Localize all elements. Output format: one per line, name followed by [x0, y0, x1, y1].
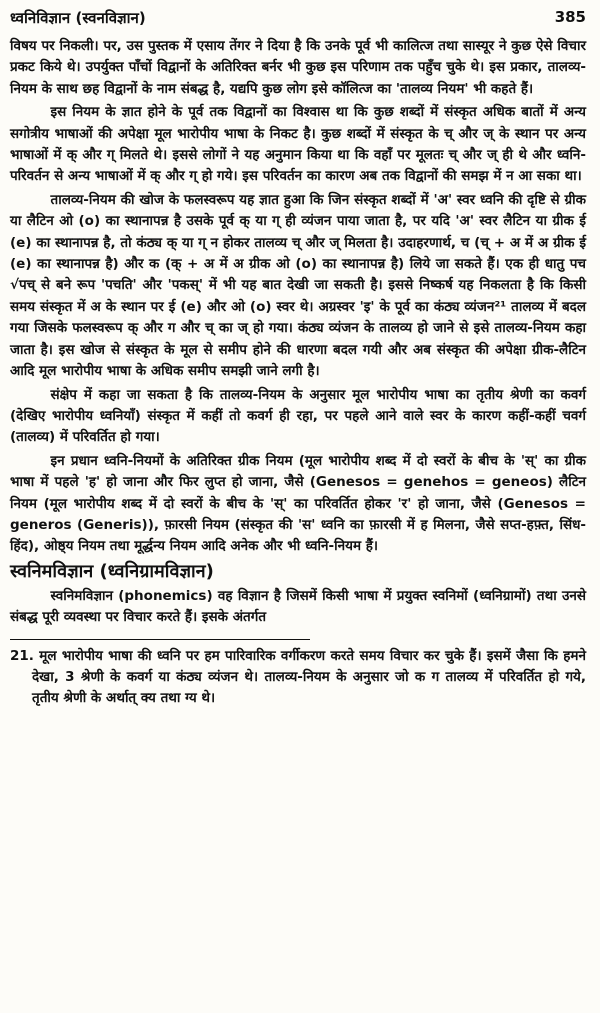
paragraph-5: इन प्रधान ध्वनि-नियमों के अतिरिक्त ग्रीक नियम (मूल भारोपीय शब्द में दो स्वरों के बीच के 'स्' का ग्रीक भाषा में पहले 'ह' हो जाना और फिर लुप्त हो जाना, जैसे (Genesos = genehos = geneos) लैटिन नियम (मूल भारोपीय शब्द में दो स्वरों के बीच के 'स्' का परिवर्तित होकर 'र' हो जाना, जैसे (Genesos = generos (Generis)), फ़ारसी नियम (संस्कृत की 'स' ध्वनि का फ़ारसी में ह मिलना, जैसे सप्त-हफ़्त, सिंध-हिंद), ओष्ठ्य नियम तथा मूर्द्धन्य नियम आदि अनेक और भी ध्वनि-नियम हैं।	[10, 452, 586, 555]
paragraph-4: संक्षेप में कहा जा सकता है कि तालव्य-नियम के अनुसार मूल भारोपीय भाषा का तृतीय श्रेणी का कवर्ग (देखिए भारोपीय ध्वनियाँ) संस्कृत में कहीं तो कवर्ग ही रहा, पर पहले आने वाले स्वर के कारण कहीं-कहीं चवर्ग (तालव्य) में परिवर्तित हो गया।	[10, 386, 586, 446]
page-header	[10, 8, 586, 34]
paragraph-2: इस नियम के ज्ञात होने के पूर्व तक विद्वानों का विश्वास था कि कुछ शब्दों में संस्कृत अधिक बातों में अन्य सगोत्रीय भाषाओं की अपेक्षा मूल भारोपीय भाषा के निकट है। कुछ शब्दों में संस्कृत के च् और ज् के स्थान पर अन्य भाषाओं में क् और ग् मिलते थे। इससे लोगों ने यह अनुमान किया था कि वहाँ पर मूलतः च् और ज् ही थे और ध्वनि-परिवर्तन से अन्य भाषाओं में क् और ग् हो गये। इस परिवर्तन का कारण अब तक विद्वानों की समझ में न आ सका था।	[10, 104, 586, 185]
footnote-21: 21. मूल भारोपीय भाषा की ध्वनि पर हम पारिवारिक वर्गीकरण करते समय विचार कर चुके हैं। इसमें जैसा कि हमने देखा, 3 श्रेणी के कवर्ग या कंठ्य व्यंजन थे। तालव्य-नियम के अनुसार जो क ग तालव्य में परिवर्तित हो गये, तृतीय श्रेणी के अर्थात् क्य तथा ग्य थे।	[10, 647, 586, 707]
paragraph-3: तालव्य-नियम की खोज के फलस्वरूप यह ज्ञात हुआ कि जिन संस्कृत शब्दों में 'अ' स्वर ध्वनि की दृष्टि से ग्रीक या लैटिन ओ (o) का स्थानापन्न है उसके पूर्व क् या ग् ही व्यंजन पाया जाता है, पर यदि 'अ' स्वर लैटिन या ग्रीक ई (e) का स्थानापन्न है, तो कंठ्य क् या ग् न होकर तालव्य च् और ज् मिलता है। उदाहरणार्थ, च (च् + अ में अ ग्रीक ई (e) का स्थानापन्न है) और क (क् + अ में अ ग्रीक ओ (o) का स्थानापन्न है) लिये जा सकते हैं। एक ही धातु पच √पच् से बने रूप 'पचति' और 'पकस्' में भी यह बात देखी जा सकती है। इससे निष्कर्ष यह निकलता है कि किसी समय संस्कृत में अ के स्थान पर ई (e) और ओ (o) स्वर थे। अग्रस्वर 'इ' के पूर्व का कंठ्य व्यंजन²¹ तालव्य में बदल गया जिसके फलस्वरूप क् और ग और च् का ज् हो गया। कंठ्य व्यंजन के तालव्य हो जाने से इसे तालव्य-नियम कहा जाता है। इस खोज से संस्कृत के मूल से समीप होने की धारणा बदल गयी और अब संस्कृत की अपेक्षा ग्रीक-लैटिन आदि मूल भारोपीय भाषा के अधिक समीप समझी जाने लगी है।	[10, 191, 586, 380]
page-number: 385	[554, 8, 586, 26]
section-paragraph: स्वनिमविज्ञान (phonemics) वह विज्ञान है जिसमें किसी भाषा में प्रयुक्त स्वनिमों (ध्वनिग्रामों) तथा उनसे संबद्ध पूरी व्यवस्था पर विचार करते हैं। इसके अंतर्गत	[10, 587, 586, 626]
footnote-divider	[10, 639, 310, 640]
section-heading: स्वनिमविज्ञान (ध्वनिग्रामविज्ञान)	[10, 560, 214, 582]
running-title: ध्वनिविज्ञान (स्वनविज्ञान)	[10, 9, 146, 27]
paragraph-1: विषय पर निकली। पर, उस पुस्तक में एसाय तेंगर ने दिया है कि उनके पूर्व भी कालित्ज तथा सास्यूर ने कुछ ऐसे विचार प्रकट किये थे। उपर्युक्त पाँचों विद्वानों के अतिरिक्त बर्नर भी कुछ इस परिणाम तक पहुँच चुके थे। इस प्रकार, तालव्य-नियम के साथ छह विद्वानों के नाम संबद्ध है, यद्यपि कुछ लोग इसे कॉलित्ज का 'तालव्य नियम' भी कहते हैं।	[10, 38, 586, 97]
body-text	[10, 36, 586, 629]
